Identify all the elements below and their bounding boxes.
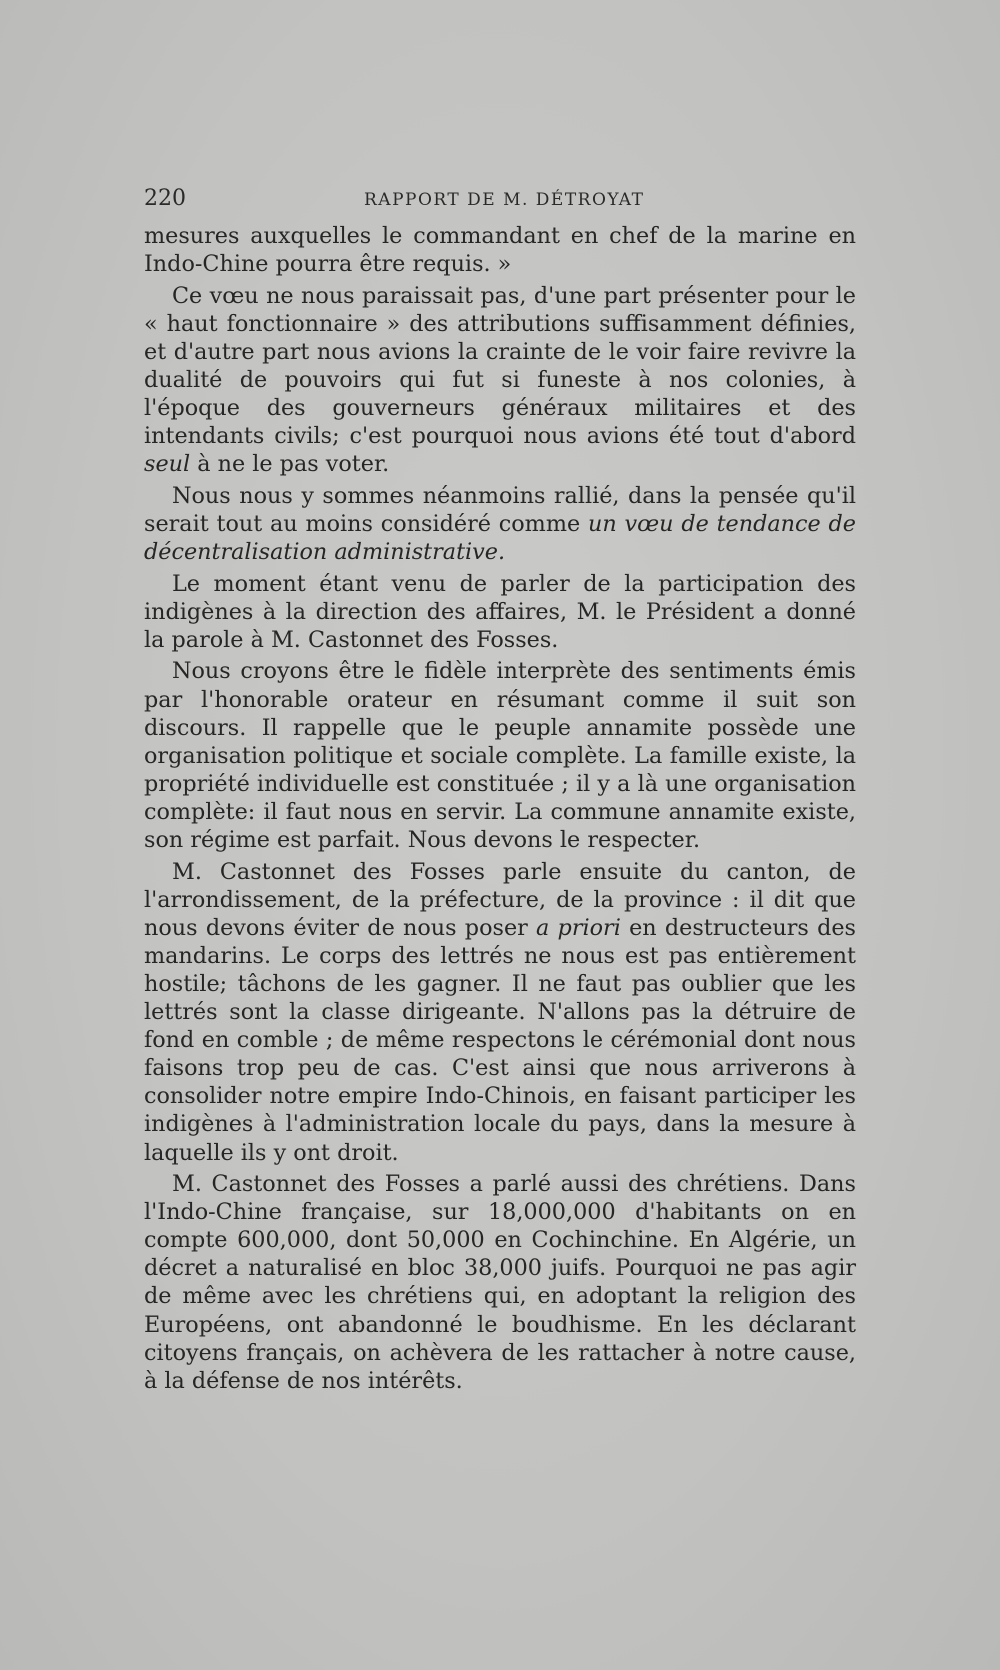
paragraph bbox=[144, 222, 856, 278]
text-run: mesures auxquelles le commandant en chef de la marine en Indo-Chine pourra être requis. » bbox=[144, 223, 856, 278]
paragraph bbox=[144, 1170, 856, 1395]
page-header bbox=[144, 186, 856, 216]
italic-text: un vœu de tendance de décentralisation administrative. bbox=[144, 510, 856, 566]
text-run: Ce vœu ne nous paraissait pas, d'une part présenter pour le « haut fonctionnaire » des attributions suffisamment définies, et d'autre part nous avions la crainte de le voir faire revivre la dualité de pouvoirs qui fut si funeste à nos colonies, à l'époque des gouverneurs généraux militaires et des intendants civils; c'est pourquoi nous avions été tout d'abord bbox=[144, 282, 856, 450]
text-run: Le moment étant venu de parler de la participation des indigènes à la direction des affaires, M. le Président a donné la parole à M. Castonnet des Fosses. bbox=[144, 570, 856, 653]
text-run: M. Castonnet des Fosses a parlé aussi des chrétiens. Dans l'Indo-Chine française, sur 18,000,000 d'habitants on en compte 600,000, dont 50,000 en Cochinchine. En Algérie, un décret a naturalisé en bloc 38,000 juifs. Pourquoi ne pas agir de même avec les chrétiens qui, en adoptant la religion des Européens, ont abandonné le boudhisme. En les déclarant citoyens français, on achèvera de les rattacher à notre cause, à la défense de nos intérêts. bbox=[144, 1171, 856, 1394]
paragraph bbox=[144, 858, 856, 1167]
text-run: à ne le pas voter. bbox=[190, 451, 390, 478]
text-run: M. Castonnet des Fosses parle ensuite du canton, de l'arrondissement, de la préfecture, de la province : il dit que nous devons éviter de nous poser bbox=[144, 858, 856, 941]
italic-text: a priori bbox=[536, 914, 621, 941]
text-run: Nous croyons être le fidèle interprète des sentiments émis par l'honorable orateur en résumant comme il suit son discours. Il rappelle que le peuple annamite possède une organisation politique et sociale complète. La famille existe, la propriété individuelle est constituée ; il y a là une organisation complète: il faut nous en servir. La commune annamite existe, son régime est parfait. Nous devons le respecter. bbox=[144, 658, 856, 853]
body-text bbox=[144, 222, 856, 1398]
running-head: RAPPORT DE M. DÉTROYAT bbox=[364, 190, 645, 210]
italic-text: seul bbox=[144, 451, 191, 478]
paragraph bbox=[144, 657, 856, 854]
text-run: Nous nous y sommes néanmoins rallié, dans la pensée qu'il serait tout au moins considéré comme bbox=[144, 482, 856, 537]
paragraph bbox=[144, 282, 856, 479]
paragraph bbox=[144, 482, 856, 566]
paragraph bbox=[144, 570, 856, 654]
text-run: en destructeurs des mandarins. Le corps des lettrés ne nous est pas entièrement hostile; tâchons de les gagner. Il ne faut pas oublier que les lettrés sont la classe dirigeante. N'allons pas la détruire de fond en comble ; de même respectons le cérémonial dont nous faisons trop peu de cas. C'est ainsi que nous arriverons à consolider notre empire Indo-Chinois, en faisant participer les indigènes à l'administration locale du pays, dans la mesure à laquelle ils y ont droit. bbox=[144, 914, 856, 1166]
page-number: 220 bbox=[144, 186, 186, 211]
